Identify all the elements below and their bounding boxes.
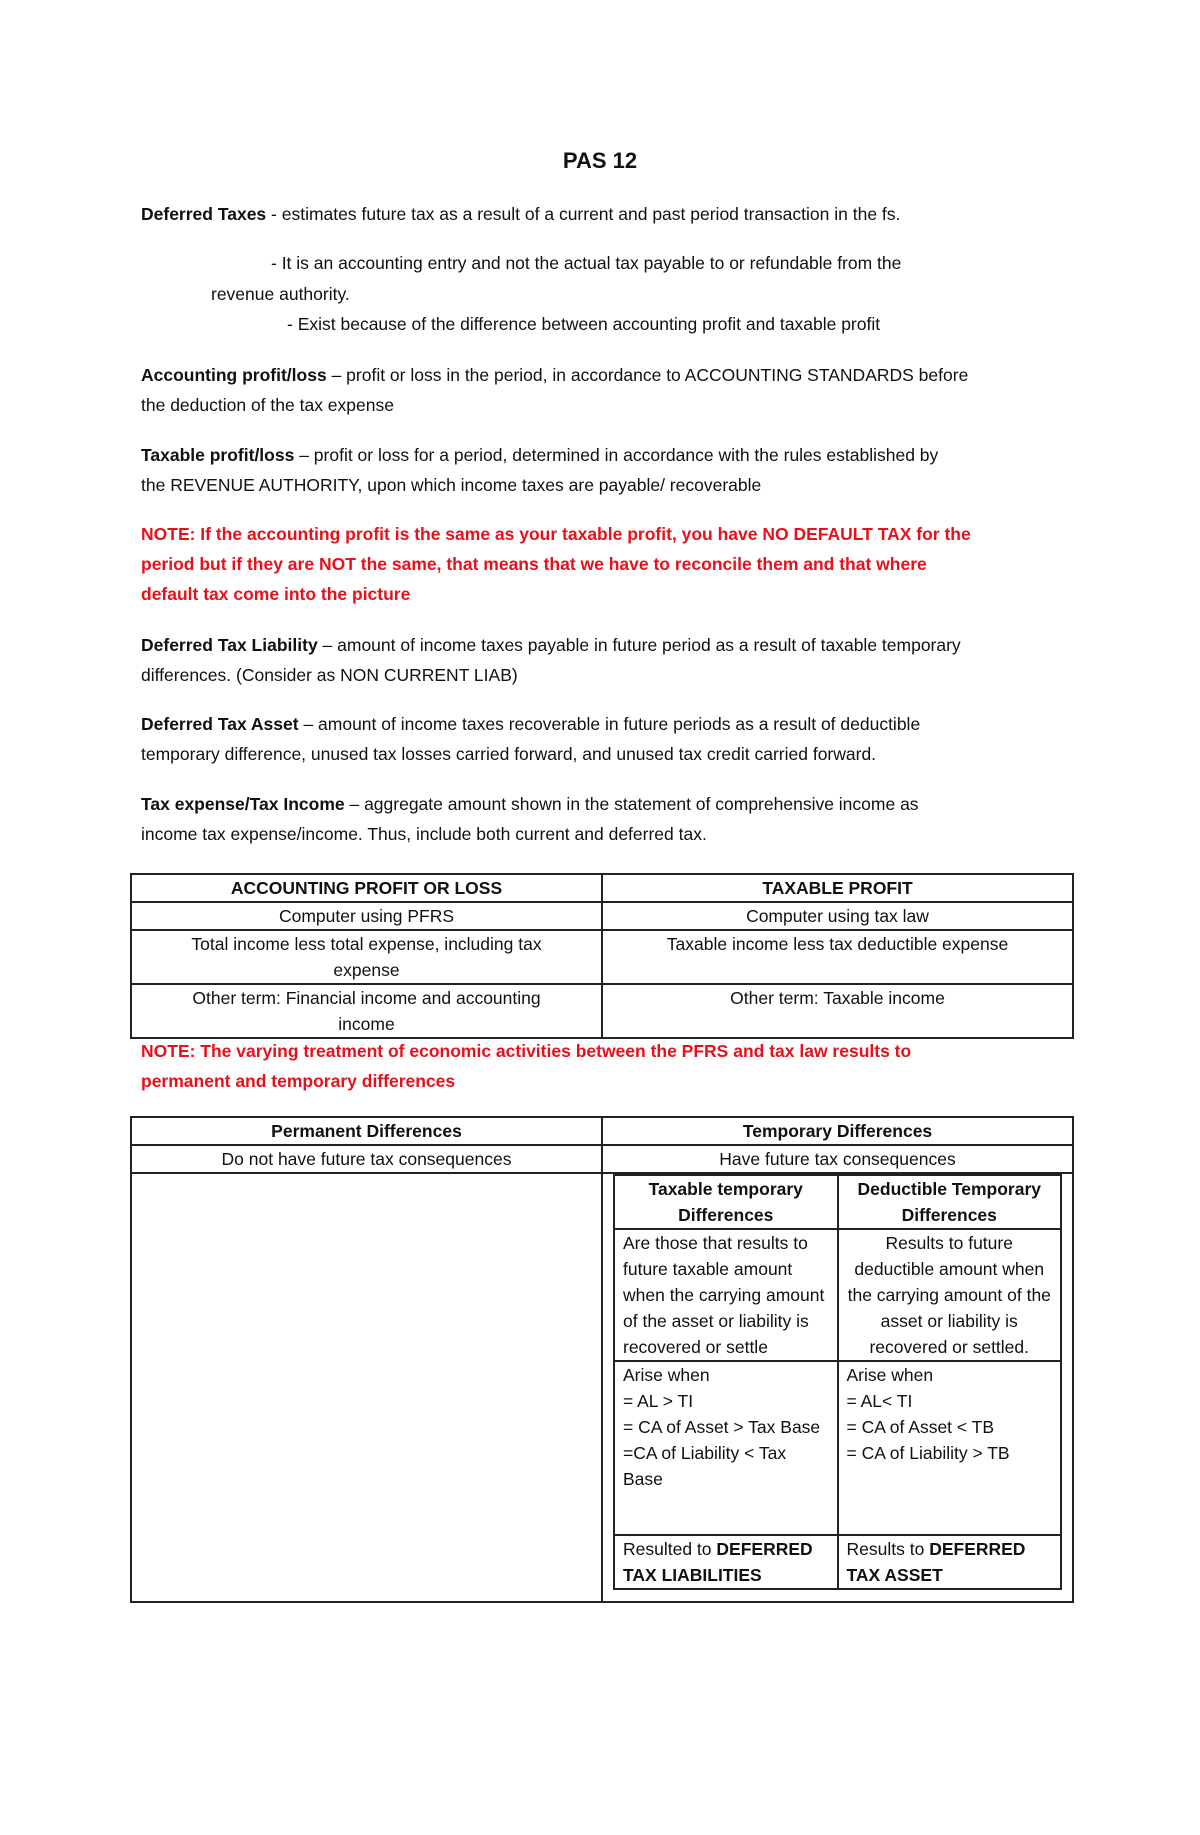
table-cell	[614, 1361, 838, 1535]
table-header-cell: Deductible Temporary Differences	[838, 1175, 1062, 1229]
result-prefix: Resulted to	[623, 1539, 717, 1559]
note-default-tax	[141, 519, 1071, 609]
table-cell: Computer using PFRS	[131, 902, 602, 930]
arise-line: Arise when	[623, 1365, 710, 1385]
table-row	[131, 902, 1073, 930]
arise-line: = CA of Asset > Tax Base	[623, 1417, 821, 1437]
table-header-cell: TAXABLE PROFIT	[602, 874, 1073, 902]
table-cell: Other term: Financial income and accounting income	[131, 984, 602, 1038]
table-row	[131, 984, 1073, 1038]
table-header-row	[614, 1175, 1061, 1229]
deferred-taxes-bullet-1-cont: revenue authority.	[211, 284, 350, 304]
accounting-profit-line-1: – profit or loss in the period, in accordance to ACCOUNTING STANDARDS before	[326, 365, 969, 385]
table-cell	[838, 1361, 1062, 1535]
dtl-line-2: differences. (Consider as NON CURRENT LIAB)	[141, 665, 518, 685]
table-cell: Are those that results to future taxable amount when the carrying amount of the asset or liability is recovered or settle	[614, 1229, 838, 1361]
table-header-row	[131, 1117, 1073, 1145]
tax-expense-term: Tax expense/Tax Income	[141, 794, 345, 814]
temporary-differences-cell	[602, 1173, 1073, 1602]
note-1-line-3: default tax come into the picture	[141, 584, 411, 604]
table-row	[614, 1361, 1061, 1535]
taxable-profit-definition	[141, 440, 1071, 500]
table-row	[131, 1145, 1073, 1173]
taxable-profit-line-2: the REVENUE AUTHORITY, upon which income taxes are payable/ recoverable	[141, 475, 762, 495]
arise-line: Arise when	[846, 1365, 934, 1385]
table-cell: Total income less total expense, including tax expense	[131, 930, 602, 984]
result-prefix: Results to	[846, 1539, 930, 1559]
table-header-cell: ACCOUNTING PROFIT OR LOSS	[131, 874, 602, 902]
arise-line: = CA of Liability > TB	[846, 1443, 1010, 1463]
arise-line: = AL > TI	[623, 1391, 694, 1411]
table-row	[614, 1535, 1061, 1589]
arise-line: =CA of Liability < Tax Base	[623, 1443, 787, 1489]
deferred-taxes-term: Deferred Taxes	[141, 204, 267, 224]
dtl-line-1: – amount of income taxes payable in future period as a result of taxable temporary	[317, 635, 961, 655]
note-2-line-2: permanent and temporary differences	[141, 1071, 456, 1091]
table-header-row	[131, 874, 1073, 902]
note-1-line-2: period but if they are NOT the same, that means that we have to reconcile them and that where	[141, 554, 927, 574]
table-cell: Results to future deductible amount when the carrying amount of the asset or liability is recovered or settled.	[838, 1229, 1062, 1361]
tax-expense-line-1: – aggregate amount shown in the statement of comprehensive income as	[344, 794, 919, 814]
deferred-tax-asset-definition	[141, 709, 1071, 769]
tax-expense-definition	[141, 789, 1071, 849]
taxable-profit-line-1: – profit or loss for a period, determined in accordance with the rules established by	[294, 445, 939, 465]
differences-table	[130, 1116, 1074, 1603]
temporary-differences-table	[613, 1174, 1062, 1590]
dtl-term: Deferred Tax Liability	[141, 635, 318, 655]
table-header-cell: Temporary Differences	[602, 1117, 1073, 1145]
table-row	[131, 1173, 1073, 1602]
table-cell: Computer using tax law	[602, 902, 1073, 930]
arise-line: = CA of Asset < TB	[846, 1417, 995, 1437]
deferred-taxes-bullet-2: - Exist because of the difference between accounting profit and taxable profit	[287, 314, 881, 334]
dta-line-1: – amount of income taxes recoverable in future periods as a result of deductible	[298, 714, 921, 734]
table-header-cell: Taxable temporary Differences	[614, 1175, 838, 1229]
note-differences	[141, 1036, 1071, 1096]
table-cell: Other term: Taxable income	[602, 984, 1073, 1038]
table-cell	[614, 1535, 838, 1589]
dta-term: Deferred Tax Asset	[141, 714, 299, 734]
arise-line: = AL< TI	[846, 1391, 913, 1411]
table-row	[614, 1229, 1061, 1361]
table-cell	[838, 1535, 1062, 1589]
table-cell: Have future tax consequences	[602, 1145, 1073, 1173]
table-cell: Do not have future tax consequences	[131, 1145, 602, 1173]
table-cell-empty	[131, 1173, 602, 1602]
accounting-profit-definition	[141, 360, 1071, 420]
note-2-line-1: NOTE: The varying treatment of economic activities between the PFRS and tax law results to	[141, 1041, 912, 1061]
tax-expense-line-2: income tax expense/income. Thus, include both current and deferred tax.	[141, 824, 707, 844]
deferred-tax-liability-definition	[141, 630, 1071, 690]
page-title: PAS 12	[562, 148, 638, 173]
deferred-taxes-text: - estimates future tax as a result of a current and past period transaction in the fs.	[266, 204, 901, 224]
taxable-profit-term: Taxable profit/loss	[141, 445, 295, 465]
note-1-line-1: NOTE: If the accounting profit is the same as your taxable profit, you have NO DEFAULT TAX for the	[141, 524, 971, 544]
accounting-profit-term: Accounting profit/loss	[141, 365, 327, 385]
result-bold: DEFERRED TAX ASSET	[846, 1539, 1026, 1585]
table-cell: Taxable income less tax deductible expense	[602, 930, 1073, 984]
deferred-taxes-definition	[141, 199, 1071, 229]
result-bold: DEFERRED TAX LIABILITIES	[623, 1539, 813, 1585]
accounting-profit-line-2: the deduction of the tax expense	[141, 395, 394, 415]
table-row	[131, 930, 1073, 984]
profit-comparison-table	[130, 873, 1074, 1039]
dta-line-2: temporary difference, unused tax losses carried forward, and unused tax credit carried forward.	[141, 744, 877, 764]
deferred-taxes-bullet-1: - It is an accounting entry and not the actual tax payable to or refundable from the	[271, 253, 902, 273]
table-header-cell: Permanent Differences	[131, 1117, 602, 1145]
